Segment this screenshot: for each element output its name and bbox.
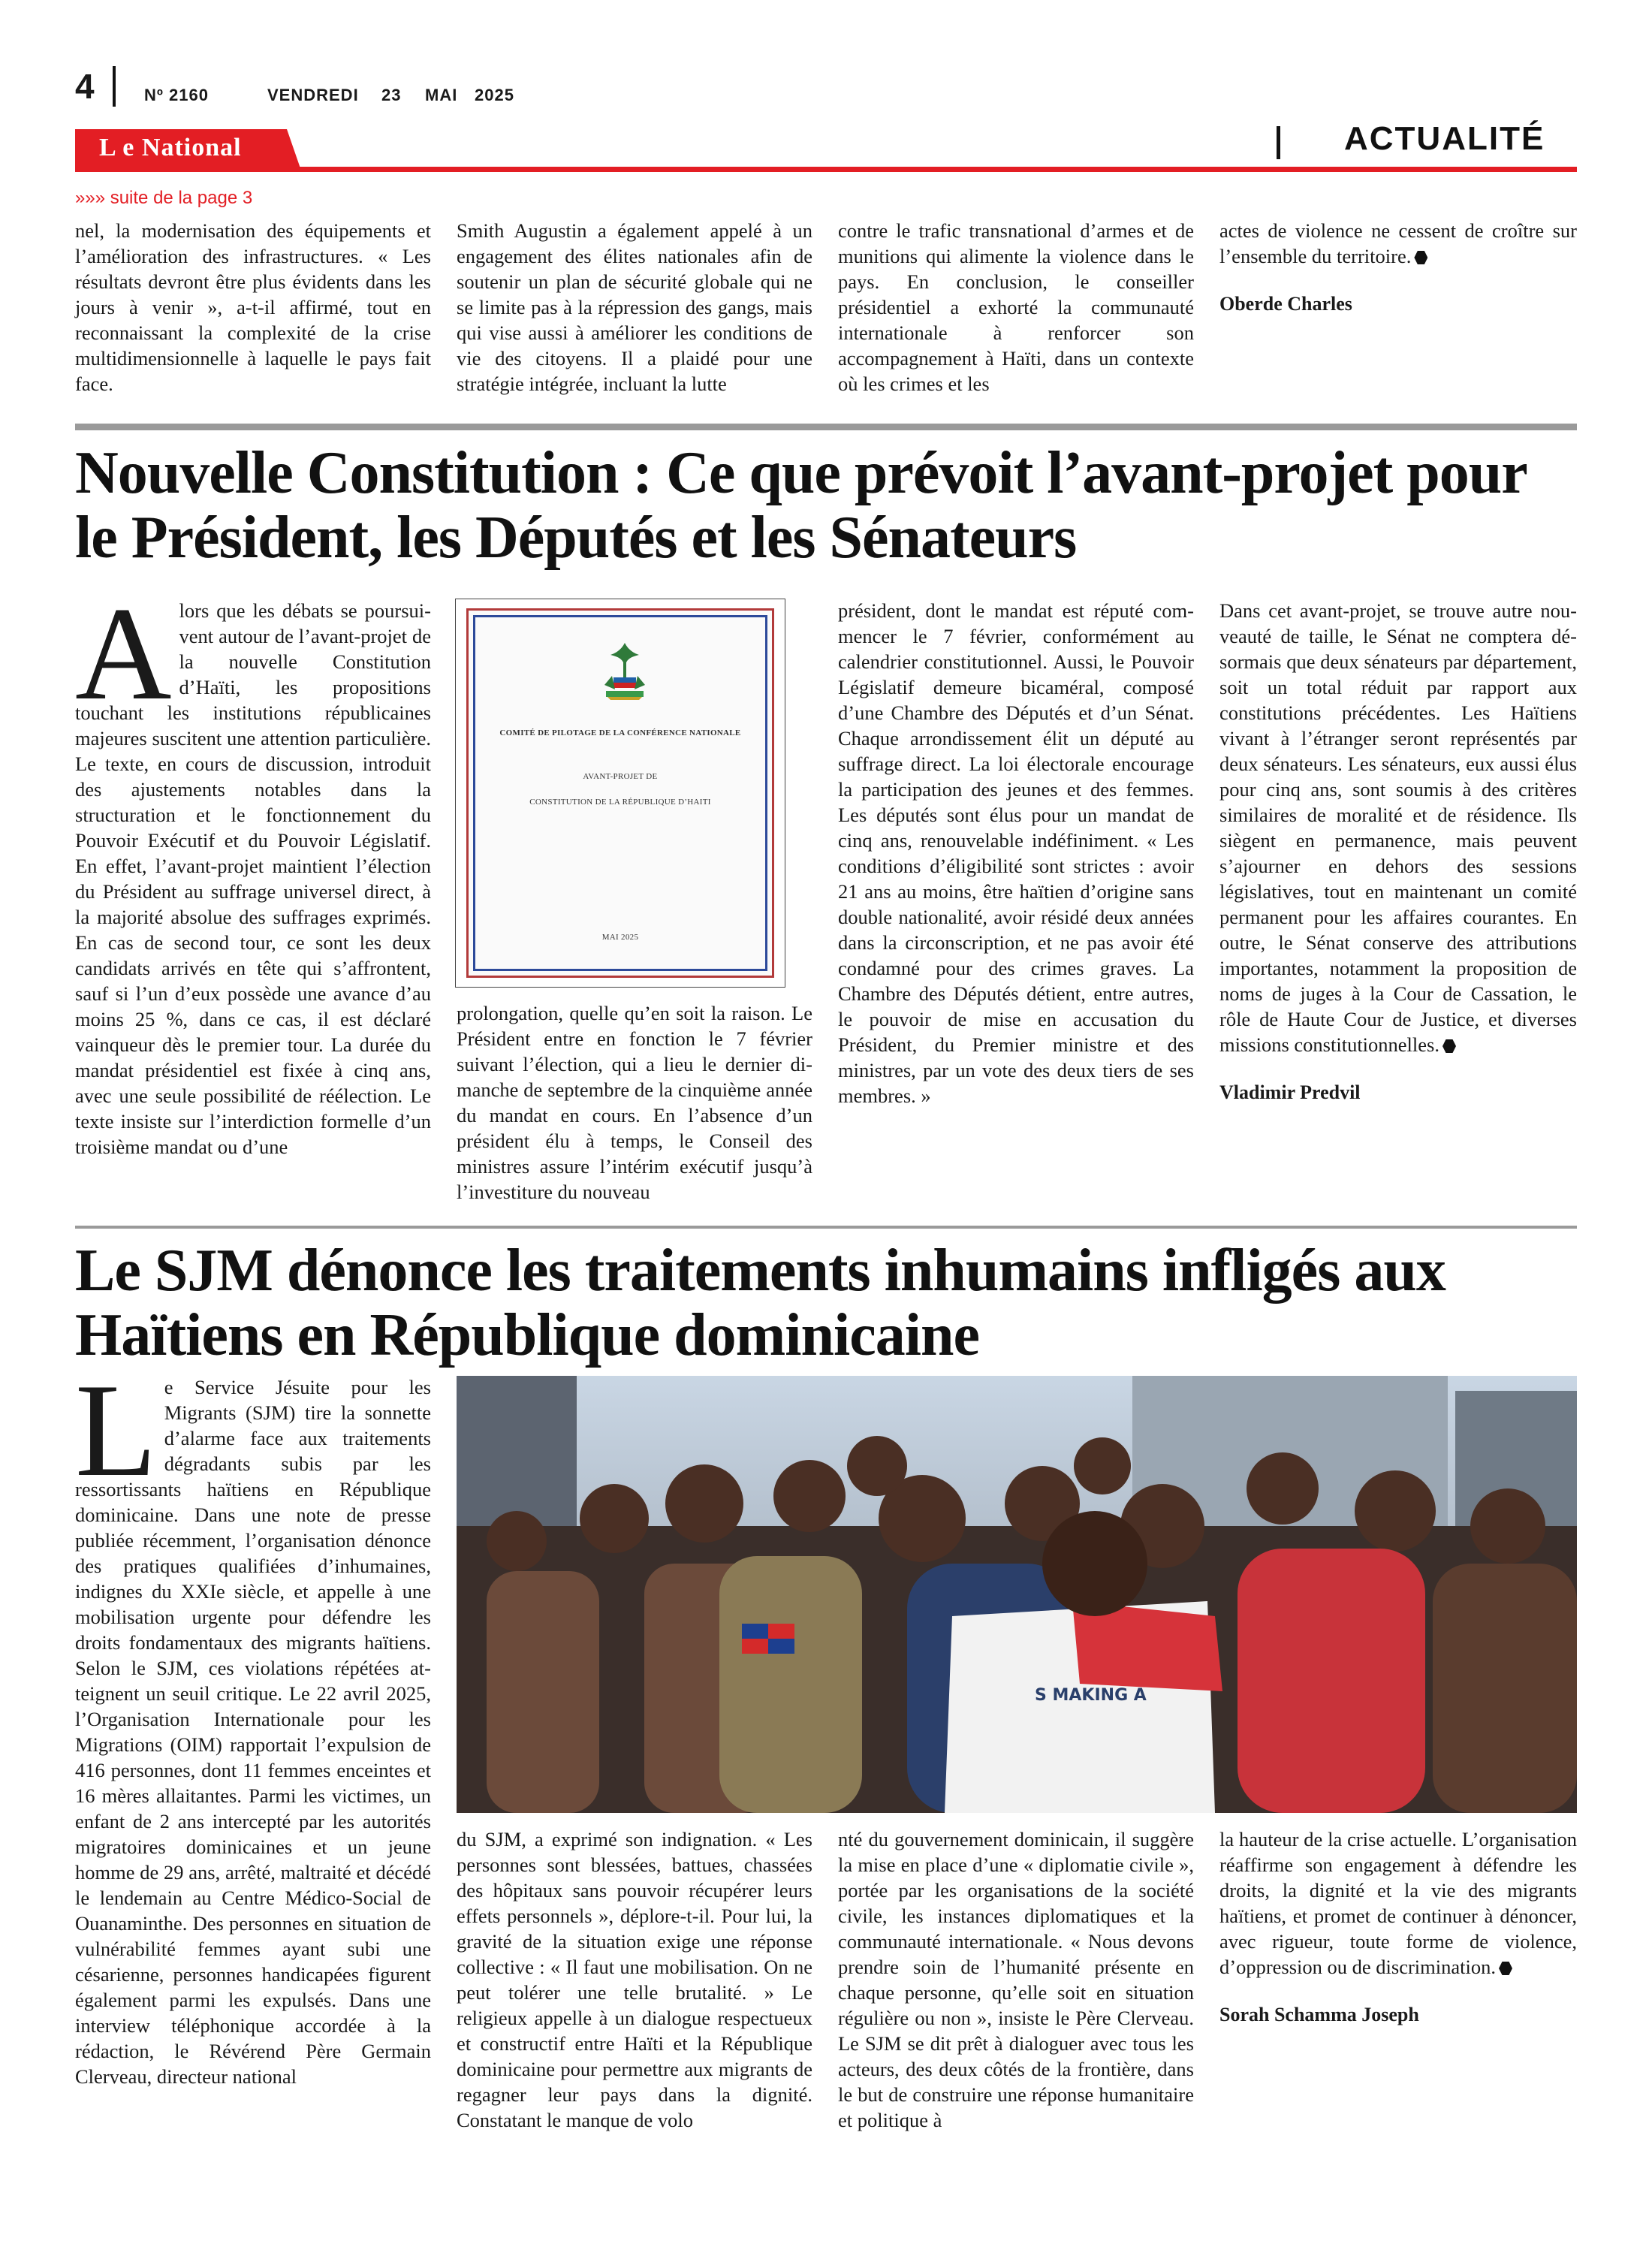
section-name: ACTUALITÉ	[1344, 120, 1545, 157]
article2-author: Sorah Schamma Joseph	[1219, 2004, 1419, 2025]
article0-column-3: contre le trafic transnational d’armes et de munitions qui alimente la violence dans le pays. En conclusion, le conseiller présidentiel a exhorté la communauté internationale à renforcer son accompagnement à Haïti, dans un contexte où les crimes et les	[838, 219, 1194, 395]
crowd-photo-illustration	[457, 1376, 1577, 1813]
end-mark-icon	[1442, 1039, 1456, 1053]
document-date: MAI 2025	[601, 933, 639, 942]
article2-dropcap: L	[75, 1356, 157, 1504]
section-divider	[1277, 126, 1280, 159]
coat-of-arms-icon	[598, 640, 651, 701]
article0-column-1: nel, la modernisation des équipements et l’amélioration des infrastructures. « Les résultats devront être plus évidents dans les jours à venir », a-t-il affirmé, tout en reconnaissant la complexité de la crise multidimensionnelle à laquelle le pays fait face.	[75, 219, 431, 395]
year: 2025	[475, 86, 514, 104]
article1-headline-line2: le Président, les Députés et les Sénateurs	[75, 505, 1077, 571]
end-mark-icon	[1414, 251, 1427, 264]
document-committee: COMITÉ DE PILOTAGE DE LA CONFÉRENCE NATIONALE	[499, 728, 741, 737]
article1-author: Vladimir Predvil	[1219, 1081, 1361, 1103]
issue-number: Nº 2160	[144, 86, 209, 104]
migrants-crowd-photo	[457, 1376, 1577, 1813]
shirt-text: S MAKING A	[1035, 1686, 1147, 1705]
article2-column-2: du SJM, a exprimé son indignation. « Les personnes sont blessées, battues, chassées des hôpitaux sans pouvoir récupérer leurs effets personnels », déplore-t-il. Pour lui, la gravité de la situation exige une réponse collective : « Il faut une mobilisation. On ne peut tolérer une telle brutalité. » Le religieux appelle à un dialogue respectueux et constructif entre Haïti et la République dominicaine pour permettre aux migrants de regagner leur pays dans la dignité. Constatant le manque de volo	[457, 1828, 812, 2131]
article0-column-4: actes de violence ne cessent de croître sur l’ensemble du territoire. Oberde Charles	[1219, 218, 1577, 317]
article2-column-3: nté du gouvernement dominicain, il suggère la mise en place d’une « diplomatie civile », portée par les organisations de la société civile, les instances diplomatiques et la communauté internationale. « Nous devons prendre soin de l’humanité présente en chaque personne, qu’elle soit en situation régulière ou non », insiste le Père Clerveau. Le SJM se dit prêt à dialoguer avec tous les acteurs, des deux côtés de la frontière, dans le but de construire une réponse humanitaire et politique à	[838, 1828, 1194, 2131]
article2-headline-line1: Le SJM dénonce les traitements inhumains infligés aux	[75, 1238, 1446, 1304]
document-title-1: AVANT-PROJET DE	[583, 772, 658, 781]
document-title-2: CONSTITUTION DE LA RÉPUBLIQUE D’HAITI	[529, 798, 711, 807]
constitution-document-image	[455, 599, 785, 988]
header-divider	[113, 66, 116, 107]
weekday: VENDREDI	[267, 86, 359, 104]
brand-logo-text: L e National	[99, 134, 242, 161]
end-mark-icon	[1499, 1962, 1512, 1975]
day: 23	[381, 86, 402, 104]
article2-column-4: la hauteur de la crise actuelle. L’organisation réaffirme son engagement à défendre les droits, la dignité et la vie des migrants haïtiens, et promet de continuer à dénoncer, avec rigueur, toute forme de violence, d’oppression ou de discrimination. Sorah Schamma Joseph	[1219, 1826, 1577, 2028]
page-number: 4	[75, 67, 95, 106]
continued-from-link[interactable]: »»» suite de la page 3	[75, 188, 253, 208]
article2-headline-line2: Haïtiens en République dominicaine	[75, 1302, 979, 1368]
article1-dropcap: A	[75, 579, 172, 728]
article0-column-2: Smith Augustin a également appelé à un engagement des élites nationales afin de soutenir un plan de sécurité globale qui ne se limite pas à la répression des gangs, mais qui vise aussi à améliorer les conditions de vie des citoyens. Il a plaidé pour une stratégie intégrée, incluant la lutte	[457, 219, 812, 395]
header-red-rule	[75, 167, 1577, 172]
article2-column-1: Le Service Jésuite pour les Migrants (SJM) tire la sonnette d’alarme face aux traitements dégradants subis par les ressortissants haïtiens en République dominicaine. Dans une note de presse publiée récemment, l’organisation dénonce des pratiques qualifiées d’inhumaines, indignes du XXIe siècle, et appelle à une mobilisation urgente pour défendre les droits fondamentaux des migrants haïtiens. Selon le SJM, ces violations répétées atteignent un seuil critique. Le 22 avril 2025, l’Organisation Internationale pour les Migrations (OIM) rapportait l’expulsion de 416 personnes, dont 11 femmes enceintes et 16 mères allaitantes. Parmi les victimes, un enfant de 2 ans intercepté par les autorités migratoires dominicaines et un jeune homme de 29 ans, arrêté, maltraité et décédé le lendemain au Centre Médico-Social de Ouanaminthe. Des personnes en situation de vulnérabilité femmes ayant subi une césarienne, personnes handicapées figurent également parmi les expulsés. Dans une interview téléphonique accordée à la rédaction, le Révérend Père Germain Clerveau, directeur national	[75, 1356, 431, 2088]
article1-column-3: président, dont le mandat est réputé commencer le 7 février, conformément au calendrier constitutionnel. Aussi, le Pouvoir Législatif demeure bicaméral, composé d’une Chambre des Députés et d’un Sénat. Chaque arrondissement élit un député au suffrage direct. La loi électorale encourage la participation des jeunes et des femmes. Les députés sont élus pour un mandat de cinq ans, renouvelable indéfiniment. « Les conditions d’éligibilité sont strictes : avoir 21 ans au moins, être haïtien d’origine sans double nationalité, avoir résidé deux années dans la circonscription, et ne pas avoir été condamné pour des crimes graves. La Chambre des Députés détient, entre autres, le pouvoir de mise en accusation du Président, du Premier ministre et des ministres, par un vote des deux tiers de ses membres. »	[838, 599, 1194, 1107]
article-separator-2	[75, 1226, 1577, 1229]
article1-column-4: Dans cet avant-projet, se trouve autre nouveauté de taille, le Sénat ne comptera désormais que deux sénateurs par département, soit un total réduit par rapport aux constitutions précédentes. Les Haïtiens vivant à l’étranger seront représentés par deux sénateurs. Les sénateurs, eux aussi élus pour cinq ans, sont soumis à des critères similaires de moralité et de résidence. Ils siègent en permanence, mais peuvent s’ajourner en dehors des sessions législatives, tout en maintenant un comité permanent pour les affaires courantes. En outre, le Sénat conserve des attributions importantes, notamment la proposition de noms de juges à la Cour de Cassation, le rôle de Haute Cour de Justice, et diverses missions constitutionnelles. Vladimir Predvil	[1219, 598, 1577, 1105]
article1-column-2: prolongation, quelle qu’en soit la raison. Le Président entre en fonction le 7 février suivant l’élection, qui a lieu le dernier dimanche de septembre de la cinquième année du mandat en cours. En l’absence d’un président élu à temps, le Conseil des ministres assure l’intérim exécutif jusqu’à l’investiture du nouveau	[457, 1002, 812, 1203]
article1-column-1: Alors que les débats se poursuivent autour de l’avant-projet de la nouvelle Constitution d’Haïti, les propositions touchant les institutions républicaines majeures suscitent une attention particulière. Le texte, en cours de discussion, introduit des ajustements notables dans la structuration et le fonctionnement du Pouvoir Exécutif et du Pouvoir Législatif. En effet, l’avant-projet maintient l’élection du Président au suffrage universel direct, à la majorité absolue des suffrages exprimés. En cas de second tour, ce sont les deux candidats arrivés en tête qui s’affrontent, sauf si l’un d’eux possède une avance d’au moins 25 %, dans ce cas, il est déclaré vainqueur dès le premier tour. La durée du mandat présidentiel est fixée à cinq ans, avec une seule possibilité de réélection. Le texte insiste sur l’interdiction formelle d’un troisième mandat ou d’une	[75, 579, 431, 1158]
article0-author: Oberde Charles	[1219, 293, 1352, 315]
month: MAI	[425, 86, 458, 104]
article-separator-1	[75, 424, 1577, 430]
article1-headline-line1: Nouvelle Constitution : Ce que prévoit l’avant-projet pour	[75, 440, 1527, 506]
